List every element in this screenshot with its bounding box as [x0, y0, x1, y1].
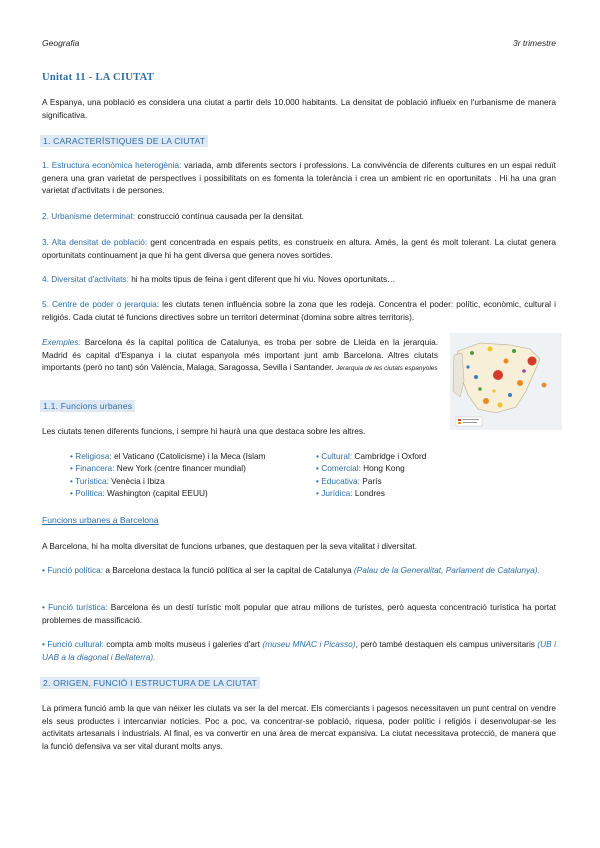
characteristic-text: construcció contínua causada per la densitat. — [135, 211, 304, 221]
function-text: a Barcelona destaca la funció política al ser la capital de Catalunya — [103, 565, 354, 575]
characteristic-text: gent concentrada en espais petits, es construeix en altura. Amés, la gent és molt tolerant. La ciutat genera oportunitats continuament ja que hi ha gent diversa que genera noves sortides. — [42, 237, 556, 260]
header-subject: Geografia — [42, 38, 80, 48]
function-text: París — [359, 475, 382, 486]
function-text: , però també destaquen els campus universitaris — [355, 639, 538, 649]
barcelona-heading: Funcions urbanes a Barcelona — [42, 515, 159, 525]
characteristic-5 — [42, 298, 556, 323]
function-item: • Religiosa: el Vaticano (Catolicisme) i la Meca (Islam — [70, 451, 266, 461]
characteristic-text: hi ha molts tipus de feina i gent diferent que hi viu. Noves oportunitats… — [128, 274, 396, 284]
barcelona-political-function — [42, 564, 556, 577]
map-caption: Jerarquia de les ciutats espanyoles — [336, 365, 438, 373]
examples-label: Exemples: — [42, 337, 81, 347]
functions-left-list — [70, 450, 266, 499]
section-heading-2: 2. ORIGEN, FUNCIÓ I ESTRUCTURA DE LA CIUTAT — [40, 677, 260, 689]
function-example: (Palau de la Generalitat, Parlament de Catalunya). — [353, 565, 540, 575]
function-label: Financera: — [75, 463, 115, 474]
characteristic-text: variada, amb diferents sectors i professions. La convivència de diferents cultures en un espai reduït genera una gran varietat de perspectives i possibilitats on es fomenta la tolerància i crea un ambient ric en oportunitats . Hi ha una gran varietat d'activitats i de persones. — [42, 160, 556, 196]
section-2-paragraph: La primera funció amb la que van néixer les ciutats va ser la del mercat. Els comerciants i pagesos necessitaven un punt central on vendre els seus productes i intercanviar notícies. Poc a poc, va concentrar-se població, riquesa, poder polític i religiós i desenvolupar-se les activitats artesanals i industrials. Al final, es va convertir en una àrea de mercat expansiva. La ciutat necessitava protecció, de manera que la funció defensiva va ser vital durant molts anys. — [42, 703, 556, 751]
function-label: Política: — [75, 487, 105, 498]
functions-intro: Les ciutats tenen diferents funcions, i sempre hi haurà una que destaca sobre les altres. — [42, 426, 366, 436]
function-example: (UB i UAB a la diagonal i Bellaterra). — [42, 639, 556, 662]
function-text: Washington (capital EEUU) — [104, 487, 208, 498]
function-label: • Funció política: — [42, 565, 104, 575]
barcelona-cultural-function — [42, 638, 556, 663]
function-text: Hong Kong — [360, 463, 405, 474]
examples-paragraph — [42, 336, 438, 376]
function-example: (museu MNAC i Picasso) — [262, 639, 356, 649]
map-graphic — [450, 333, 562, 430]
characteristic-3 — [42, 236, 556, 261]
characteristic-1 — [42, 159, 556, 197]
function-label: Cultural: — [321, 451, 353, 461]
spain-city-hierarchy-map — [450, 333, 562, 430]
characteristic-2 — [42, 210, 556, 223]
characteristic-label: 2. Urbanisme determinat: — [42, 211, 136, 221]
function-item: • Turística: Venècia i Ibiza — [70, 475, 165, 486]
characteristic-text: les ciutats tenen influència sobre la zona que les rodeja. Concentra el poder: polític, econòmic, cultural i religiós. Cada ciutat té funcions directives sobre un territori determinat (domina sobre altres territoris). — [42, 299, 556, 322]
function-label: Jurídica: — [321, 487, 353, 498]
function-label: • Funció turística: — [42, 602, 108, 612]
function-label: Educativa: — [321, 475, 360, 486]
characteristic-label: 1. Estructura econòmica heterogènia: — [42, 160, 182, 170]
function-item: • Cultural: Cambridge i Oxford — [316, 451, 427, 461]
function-label: • Funció cultural: — [42, 639, 104, 649]
function-label: Comercial: — [321, 463, 361, 474]
function-label: Turística: — [75, 475, 109, 486]
function-text: Cambridge i Oxford — [352, 451, 427, 461]
function-item: • Educativa: París — [316, 475, 382, 486]
intro-paragraph: A Espanya, una població es considera una ciutat a partir dels 10.000 habitants. La densitat de població influeix en l'urbanisme de manera significativa. — [42, 97, 556, 120]
section-heading-1: 1. CARACTERÍSTIQUES DE LA CIUTAT — [40, 135, 208, 147]
barcelona-intro: A Barcelona, hi ha molta diversitat de funcions urbanes, que destaquen per la seva vitalitat i diversitat. — [42, 541, 417, 551]
function-item: • Política: Washington (capital EEUU) — [70, 487, 208, 498]
characteristic-label: 5. Centre de poder o jerarquia: — [42, 299, 160, 309]
function-text: compta amb molts museus i galeries d'art — [103, 639, 263, 649]
function-item: • Financera: New York (centre financer mundial) — [70, 463, 246, 474]
function-item: • Comercial: Hong Kong — [316, 463, 405, 474]
characteristic-label: 3. Alta densitat de població: — [42, 237, 148, 247]
header-term: 3r trimestre — [513, 38, 556, 48]
section-heading-1-1: 1.1. Funcions urbanes — [40, 400, 135, 412]
function-item: • Jurídica: Londres — [316, 487, 385, 498]
characteristic-4 — [42, 273, 556, 286]
functions-right-list — [316, 450, 426, 499]
page-title: Unitat 11 - LA CIUTAT — [42, 72, 155, 83]
function-text: New York (centre financer mundial) — [114, 463, 246, 474]
function-text: el Vaticano (Catolicisme) i la Meca (Islam — [111, 451, 266, 461]
function-label: Religiosa: — [75, 451, 112, 461]
function-text: Barcelona és un destí turístic molt popular que atrau milions de turistes, però aquesta concentració turística ha portat problemes de massificació. — [42, 602, 556, 625]
function-text: Londres — [352, 487, 385, 498]
characteristic-label: 4. Diversitat d'activitats: — [42, 274, 129, 284]
function-text: Venècia i Ibiza — [108, 475, 165, 486]
barcelona-tourist-function — [42, 601, 556, 626]
examples-text: Barcelona és la capital política de Catalunya, es troba per sobre de Lleida en la jerarquia. Madrid és capital d'Espanya i la ciutat espanyola més important junt amb Barcelona. Altres ciutats importants (però no tant) són València, Malaga, Saragossa, Sevilla i Santander. — [42, 337, 438, 373]
